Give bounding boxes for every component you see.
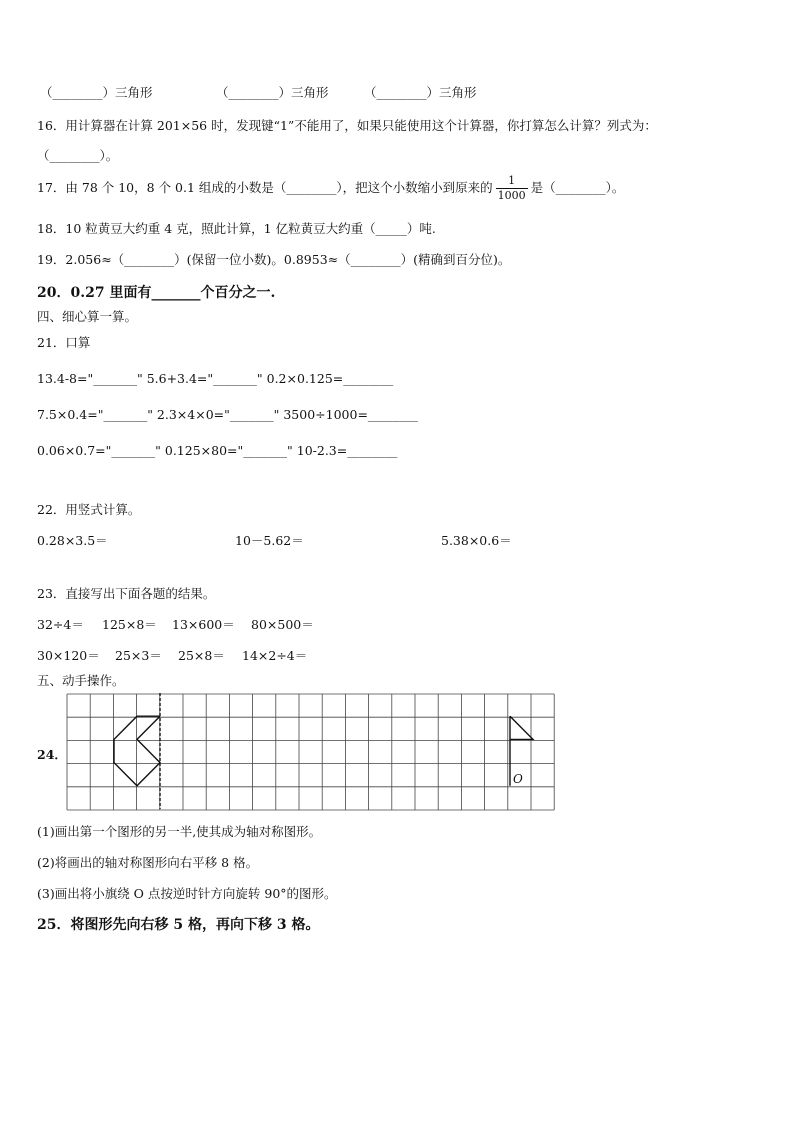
fraction-denominator: 1000 <box>497 189 526 202</box>
section-5-title: 五、动手操作。 <box>37 673 125 688</box>
instruction-3: (3)画出将小旗绕 O 点按逆时针方向旋转 90°的图形。 <box>37 886 337 901</box>
question-17-text-before: 17．由 78 个 10，8 个 0.1 组成的小数是（________），把这个小数缩小到原来的 <box>37 180 493 195</box>
question-21-title: 21．口算 <box>37 335 91 350</box>
mental-calc-1-1: 32÷4＝ <box>37 617 84 632</box>
vertical-calc-1: 0.28×3.5＝ <box>37 533 108 548</box>
mental-calc-1-4: 80×500＝ <box>251 617 314 632</box>
mental-calc-2-2: 25×3＝ <box>115 648 162 663</box>
triangle-blank-2: （________）三角形 <box>216 85 329 100</box>
question-25: 25．将图形先向右移 5 格，再向下移 3 格。 <box>37 917 320 933</box>
oral-calc-row-1: 13.4-8="_______" 5.6+3.4="_______" 0.2×0.125=________ <box>37 371 394 386</box>
question-23-title: 23．直接写出下面各题的结果。 <box>37 586 216 601</box>
grid-lines <box>67 694 554 810</box>
mental-calc-2-1: 30×120＝ <box>37 648 100 663</box>
mental-calc-1-3: 13×600＝ <box>172 617 235 632</box>
section-4-title: 四、细心算一算。 <box>37 309 138 324</box>
question-17-text-after: 是（________）。 <box>530 180 625 195</box>
point-o-label: O <box>513 772 523 786</box>
triangle-blank-3: （________）三角形 <box>364 85 477 100</box>
question-16-answer: （________）。 <box>37 148 119 163</box>
mental-calc-2-3: 25×8＝ <box>178 648 225 663</box>
mental-calc-2-4: 14×2÷4＝ <box>242 648 308 663</box>
fraction <box>496 174 528 203</box>
question-22-title: 22．用竖式计算。 <box>37 502 141 517</box>
question-17 <box>37 174 624 203</box>
instruction-1: (1)画出第一个图形的另一半,使其成为轴对称图形。 <box>37 824 322 839</box>
question-19: 19．2.056≈（________）(保留一位小数)。0.8953≈（________）(精确到百分位)。 <box>37 252 511 267</box>
oral-calc-row-3: 0.06×0.7="_______" 0.125×80="_______" 10-2.3=________ <box>37 443 398 458</box>
triangle-blank-1: （________）三角形 <box>40 85 153 100</box>
question-16: 16．用计算器在计算 201×56 时，发现键“1”不能用了，如果只能使用这个计算器，你打算怎么计算？列式为： <box>37 118 657 133</box>
vertical-calc-2: 10－5.62＝ <box>235 533 304 548</box>
question-24-number: 24． <box>37 747 67 762</box>
flag-triangle <box>510 716 533 739</box>
instruction-2: (2)将画出的轴对称图形向右平移 8 格。 <box>37 855 259 870</box>
fraction-numerator: 1 <box>496 174 528 189</box>
question-20: 20．0.27 里面有_______个百分之一. <box>37 285 276 301</box>
vertical-calc-3: 5.38×0.6＝ <box>441 533 512 548</box>
oral-calc-row-2: 7.5×0.4="_______" 2.3×4×0="_______" 3500÷1000=________ <box>37 407 418 422</box>
square-grid <box>66 693 558 811</box>
mental-calc-1-2: 125×8＝ <box>102 617 157 632</box>
question-18: 18．10 粒黄豆大约重 4 克，照此计算，1 亿粒黄豆大约重（_____）吨. <box>37 221 436 236</box>
